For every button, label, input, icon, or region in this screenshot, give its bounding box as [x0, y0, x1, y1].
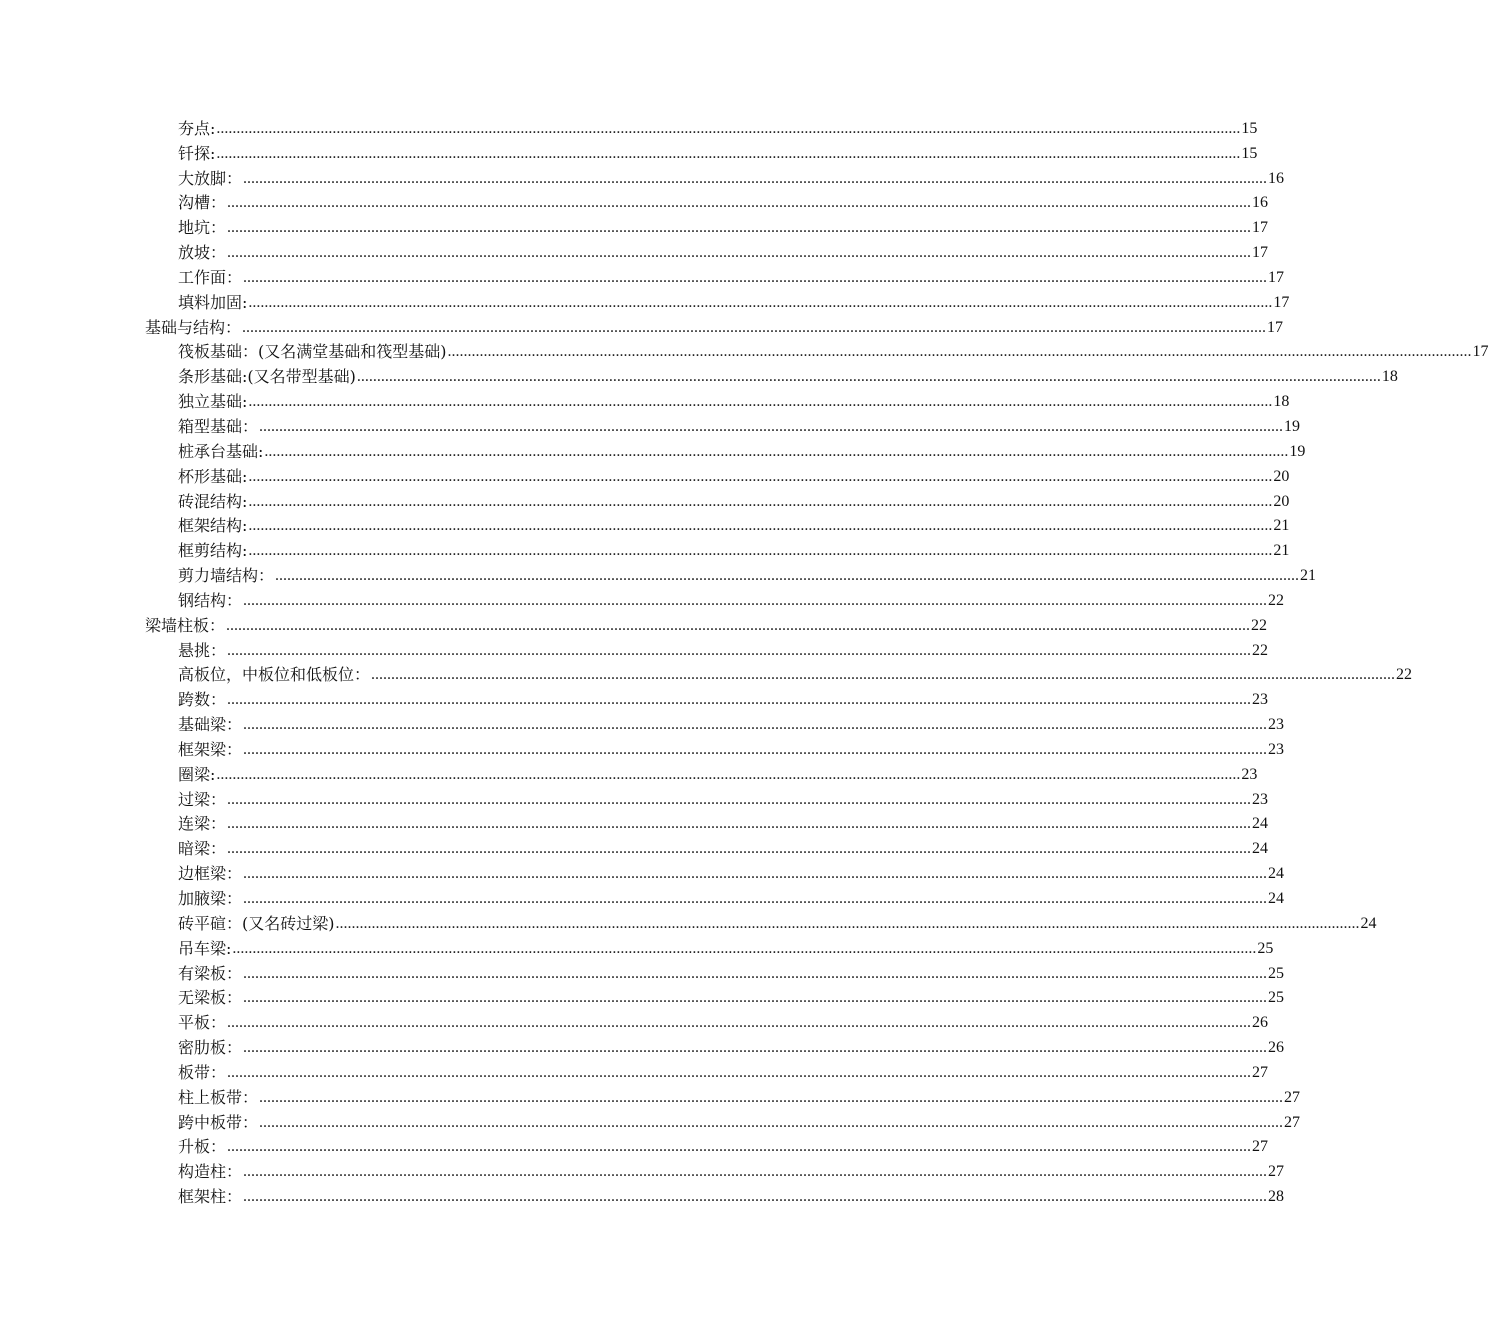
toc-entry-page-number: 20: [1273, 467, 1290, 485]
toc-dot-leader: [216, 765, 1240, 785]
toc-entry[interactable]: [0, 387, 1290, 412]
toc-entry[interactable]: [0, 685, 1269, 710]
toc-dot-leader: [227, 690, 1251, 710]
toc-entry-title: 砖平碹：(又名砖过梁): [178, 913, 335, 933]
toc-entry-title: 暗梁：: [178, 839, 227, 859]
toc-entry-page-number: 18: [1273, 393, 1290, 411]
toc-dot-leader: [243, 964, 1267, 984]
toc-entry[interactable]: [0, 1083, 1301, 1108]
toc-entry-page-number: 26: [1268, 1039, 1285, 1057]
toc-entry-page-number: 24: [1268, 865, 1285, 883]
toc-dot-leader: [227, 790, 1251, 810]
toc-dot-leader: [243, 988, 1267, 1008]
toc-entry-page-number: 17: [1268, 268, 1285, 286]
toc-dot-leader: [227, 814, 1251, 834]
toc-entry-page-number: 15: [1241, 144, 1258, 162]
toc-entry[interactable]: [0, 1108, 1301, 1133]
toc-entry[interactable]: [0, 213, 1269, 238]
toc-entry[interactable]: [0, 288, 1290, 313]
toc-dot-leader: [243, 889, 1267, 909]
toc-dot-leader: [259, 417, 1283, 437]
toc-entry-page-number: 25: [1268, 964, 1285, 982]
toc-dot-leader: [216, 144, 1240, 164]
toc-entry-title: 跨数：: [178, 690, 227, 710]
toc-entry[interactable]: [0, 859, 1285, 884]
toc-entry[interactable]: [0, 561, 1317, 586]
toc-dot-leader: [275, 566, 1299, 586]
toc-entry-page-number: 26: [1252, 1014, 1269, 1032]
toc-entry[interactable]: [0, 536, 1290, 561]
toc-entry[interactable]: [0, 760, 1258, 785]
toc-dot-leader: [248, 516, 1272, 536]
toc-entry-page-number: 23: [1241, 765, 1258, 783]
toc-entry-title: 无梁板：: [178, 988, 243, 1008]
toc-entry[interactable]: [0, 810, 1269, 835]
toc-entry-page-number: 17: [1267, 318, 1284, 336]
toc-entry-page-number: 22: [1396, 666, 1413, 684]
toc-entry[interactable]: [0, 114, 1258, 139]
toc-entry-page-number: 24: [1360, 914, 1377, 932]
toc-entry-page-number: 27: [1252, 1138, 1269, 1156]
toc-dot-leader: [242, 318, 1266, 338]
toc-dot-leader: [227, 1013, 1251, 1033]
toc-dot-leader: [259, 1113, 1283, 1133]
toc-entry-title: 钢结构：: [178, 590, 243, 610]
toc-entry-title: 连梁：: [178, 814, 227, 834]
toc-dot-leader: [216, 119, 1240, 139]
toc-entry-title: 升板：: [178, 1137, 227, 1157]
toc-dot-leader: [264, 442, 1288, 462]
toc-entry-title: 框剪结构:: [178, 541, 248, 561]
toc-entry[interactable]: [0, 735, 1285, 760]
toc-dot-leader: [371, 665, 1395, 685]
toc-entry-page-number: 24: [1252, 815, 1269, 833]
toc-entry-title: 跨中板带：: [178, 1112, 259, 1132]
toc-dot-leader: [226, 616, 1250, 636]
toc-dot-leader: [336, 914, 1360, 934]
toc-entry[interactable]: [0, 1133, 1269, 1158]
toc-entry-title: 大放脚：: [178, 168, 243, 188]
toc-entry-title: 沟槽：: [178, 193, 227, 213]
toc-entry[interactable]: [0, 189, 1269, 214]
toc-entry[interactable]: [0, 338, 1489, 363]
toc-entry-page-number: 22: [1251, 616, 1268, 634]
toc-dot-leader: [243, 864, 1267, 884]
toc-dot-leader: [248, 541, 1272, 561]
toc-dot-leader: [248, 293, 1272, 313]
toc-dot-leader: [243, 591, 1267, 611]
toc-entry-page-number: 15: [1241, 119, 1258, 137]
toc-entry[interactable]: [0, 1033, 1285, 1058]
toc-dot-leader: [243, 1038, 1267, 1058]
toc-entry-page-number: 17: [1472, 343, 1489, 361]
toc-dot-leader: [357, 367, 1381, 387]
toc-dot-leader: [243, 715, 1267, 735]
toc-entry[interactable]: [0, 238, 1269, 263]
toc-entry-title: 圈梁:: [178, 764, 216, 784]
toc-entry[interactable]: [0, 139, 1258, 164]
toc-entry-title: 放坡：: [178, 243, 227, 263]
toc-entry[interactable]: [0, 462, 1290, 487]
toc-entry-page-number: 27: [1284, 1113, 1301, 1131]
toc-entry-page-number: 25: [1257, 939, 1274, 957]
table-of-contents: [0, 114, 1489, 1207]
toc-entry[interactable]: [0, 710, 1285, 735]
toc-entry-page-number: 21: [1300, 567, 1317, 585]
toc-entry[interactable]: [0, 1008, 1269, 1033]
toc-entry-title: 基础与结构：: [145, 317, 242, 337]
toc-entry[interactable]: [0, 362, 1398, 387]
toc-entry-title: 平板：: [178, 1013, 227, 1033]
toc-entry[interactable]: [0, 313, 1284, 338]
toc-dot-leader: [227, 193, 1251, 213]
toc-dot-leader: [248, 392, 1272, 412]
toc-entry[interactable]: [0, 834, 1269, 859]
toc-entry-page-number: 23: [1268, 740, 1285, 758]
toc-dot-leader: [248, 492, 1272, 512]
toc-entry-page-number: 18: [1381, 368, 1398, 386]
toc-entry-title: 吊车梁:: [178, 938, 232, 958]
toc-dot-leader: [227, 839, 1251, 859]
toc-dot-leader: [227, 1137, 1251, 1157]
toc-dot-leader: [243, 1162, 1267, 1182]
toc-entry[interactable]: [0, 263, 1285, 288]
toc-entry[interactable]: [0, 934, 1274, 959]
toc-entry-title: 柱上板带：: [178, 1087, 259, 1107]
toc-dot-leader: [248, 467, 1272, 487]
toc-entry-title: 夯点:: [178, 118, 216, 138]
toc-entry-page-number: 20: [1273, 492, 1290, 510]
toc-entry[interactable]: [0, 586, 1285, 611]
toc-dot-leader: [243, 268, 1267, 288]
toc-entry-page-number: 23: [1268, 716, 1285, 734]
toc-entry-page-number: 19: [1284, 417, 1301, 435]
toc-entry[interactable]: [0, 636, 1269, 661]
toc-entry-title: 地坑：: [178, 218, 227, 238]
toc-entry[interactable]: [0, 487, 1290, 512]
toc-entry[interactable]: [0, 437, 1306, 462]
toc-entry[interactable]: [0, 785, 1269, 810]
toc-entry-title: 加腋梁：: [178, 889, 243, 908]
toc-dot-leader: [232, 939, 1256, 959]
toc-dot-leader: [227, 218, 1251, 238]
toc-entry-page-number: 23: [1252, 790, 1269, 808]
toc-entry-page-number: 17: [1252, 219, 1269, 237]
toc-entry-page-number: 28: [1268, 1188, 1285, 1206]
toc-entry-title: 填料加固:: [178, 292, 248, 312]
toc-entry[interactable]: [0, 909, 1377, 934]
toc-dot-leader: [448, 342, 1472, 362]
toc-entry-title: 框架结构:: [178, 516, 248, 536]
toc-entry[interactable]: [0, 1182, 1285, 1207]
toc-entry[interactable]: [0, 164, 1285, 189]
toc-entry[interactable]: [0, 1058, 1269, 1083]
toc-entry[interactable]: [0, 884, 1285, 909]
toc-entry-title: 构造柱：: [178, 1162, 243, 1182]
toc-entry-page-number: 25: [1268, 989, 1285, 1007]
toc-entry-title: 条形基础:(又名带型基础): [178, 367, 356, 387]
toc-entry-title: 基础梁：: [178, 715, 243, 735]
toc-entry-title: 砖混结构:: [178, 491, 248, 511]
toc-dot-leader: [243, 740, 1267, 760]
toc-entry[interactable]: [0, 412, 1301, 437]
toc-entry-page-number: 17: [1273, 293, 1290, 311]
toc-entry-title: 框架柱：: [178, 1187, 243, 1207]
toc-entry-page-number: 24: [1268, 890, 1285, 907]
toc-entry-page-number: 27: [1252, 1063, 1269, 1081]
toc-entry-title: 工作面：: [178, 267, 243, 287]
toc-entry[interactable]: [0, 959, 1285, 984]
toc-dot-leader: [227, 1063, 1251, 1083]
toc-entry-page-number: 22: [1252, 641, 1269, 659]
toc-entry-page-number: 17: [1252, 244, 1269, 262]
toc-dot-leader: [227, 243, 1251, 263]
toc-entry-title: 高板位，中板位和低板位：: [178, 665, 371, 685]
toc-entry[interactable]: [0, 611, 1268, 636]
toc-entry-title: 密肋板：: [178, 1038, 243, 1058]
toc-entry-page-number: 23: [1252, 691, 1269, 709]
toc-entry-page-number: 21: [1273, 542, 1290, 560]
toc-entry-title: 桩承台基础:: [178, 441, 264, 461]
toc-entry-title: 有梁板：: [178, 963, 243, 983]
toc-entry-title: 悬挑：: [178, 640, 227, 660]
toc-entry-title: 梁墙柱板：: [145, 615, 226, 635]
toc-entry-title: 框架梁：: [178, 739, 243, 759]
toc-entry[interactable]: [0, 984, 1285, 1009]
toc-entry[interactable]: [0, 1157, 1285, 1182]
toc-entry-title: 过梁：: [178, 789, 227, 809]
toc-entry-title: 板带：: [178, 1062, 227, 1082]
toc-entry-title: 剪力墙结构：: [178, 566, 275, 586]
toc-entry-page-number: 16: [1252, 194, 1269, 212]
toc-entry-page-number: 24: [1252, 840, 1269, 858]
toc-entry-title: 箱型基础：: [178, 416, 259, 436]
toc-dot-leader: [259, 1088, 1283, 1108]
toc-dot-leader: [243, 1187, 1267, 1207]
toc-dot-leader: [227, 641, 1251, 661]
toc-entry-page-number: 21: [1273, 517, 1290, 535]
toc-entry-page-number: 22: [1268, 591, 1285, 609]
toc-entry[interactable]: [0, 661, 1413, 686]
toc-entry-title: 筏板基础：(又名满堂基础和筏型基础): [178, 342, 447, 362]
toc-entry-title: 独立基础:: [178, 392, 248, 412]
toc-entry-title: 边框梁：: [178, 864, 243, 884]
toc-entry-page-number: 27: [1284, 1088, 1301, 1106]
toc-entry[interactable]: [0, 512, 1290, 537]
toc-entry-title: 钎探:: [178, 143, 216, 163]
toc-entry-page-number: 19: [1289, 442, 1306, 460]
toc-dot-leader: [243, 169, 1267, 189]
toc-entry-page-number: 27: [1268, 1163, 1285, 1181]
toc-entry-title: 杯形基础:: [178, 466, 248, 486]
toc-entry-page-number: 16: [1268, 169, 1285, 187]
